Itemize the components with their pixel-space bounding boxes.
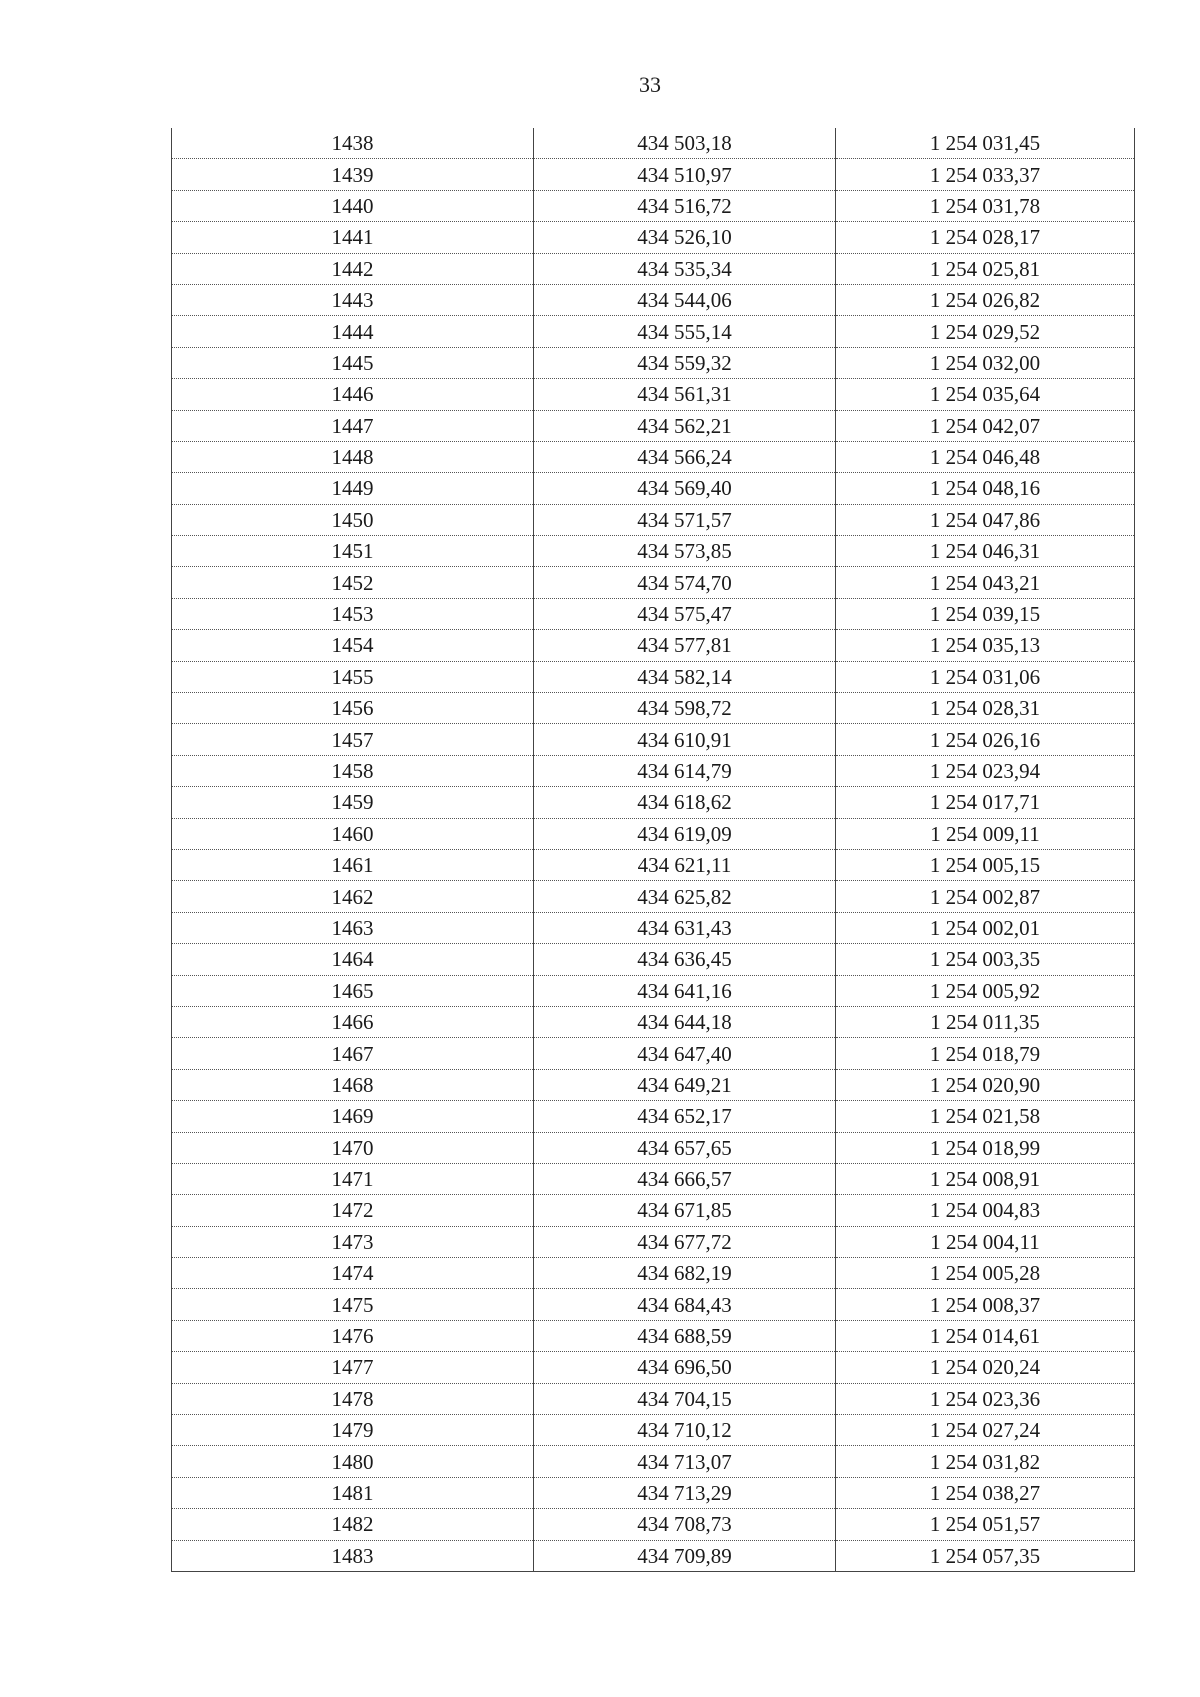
y-coordinate-cell: 1 254 026,82	[836, 284, 1135, 315]
x-coordinate-cell: 434 503,18	[534, 128, 836, 159]
y-coordinate-cell: 1 254 018,79	[836, 1038, 1135, 1069]
point-number-cell: 1473	[172, 1226, 534, 1257]
x-coordinate-cell: 434 688,59	[534, 1320, 836, 1351]
table-row	[172, 222, 1135, 253]
point-number-cell: 1474	[172, 1258, 534, 1289]
table-row	[172, 630, 1135, 661]
y-coordinate-cell: 1 254 026,16	[836, 724, 1135, 755]
x-coordinate-cell: 434 566,24	[534, 441, 836, 472]
table-row	[172, 567, 1135, 598]
point-number-cell: 1442	[172, 253, 534, 284]
y-coordinate-cell: 1 254 004,83	[836, 1195, 1135, 1226]
table-row	[172, 787, 1135, 818]
y-coordinate-cell: 1 254 046,48	[836, 441, 1135, 472]
y-coordinate-cell: 1 254 023,36	[836, 1383, 1135, 1414]
table-row	[172, 1163, 1135, 1194]
point-number-cell: 1439	[172, 159, 534, 190]
y-coordinate-cell: 1 254 005,92	[836, 975, 1135, 1006]
x-coordinate-cell: 434 610,91	[534, 724, 836, 755]
y-coordinate-cell: 1 254 031,82	[836, 1446, 1135, 1477]
point-number-cell: 1438	[172, 128, 534, 159]
y-coordinate-cell: 1 254 004,11	[836, 1226, 1135, 1257]
point-number-cell: 1472	[172, 1195, 534, 1226]
x-coordinate-cell: 434 621,11	[534, 849, 836, 880]
x-coordinate-cell: 434 562,21	[534, 410, 836, 441]
page-number: 33	[639, 72, 661, 97]
y-coordinate-cell: 1 254 057,35	[836, 1540, 1135, 1571]
table-row	[172, 1477, 1135, 1508]
point-number-cell: 1453	[172, 598, 534, 629]
point-number-cell: 1475	[172, 1289, 534, 1320]
x-coordinate-cell: 434 535,34	[534, 253, 836, 284]
table-row	[172, 1006, 1135, 1037]
x-coordinate-cell: 434 657,65	[534, 1132, 836, 1163]
point-number-cell: 1446	[172, 379, 534, 410]
y-coordinate-cell: 1 254 003,35	[836, 944, 1135, 975]
y-coordinate-cell: 1 254 027,24	[836, 1415, 1135, 1446]
point-number-cell: 1441	[172, 222, 534, 253]
point-number-cell: 1481	[172, 1477, 534, 1508]
table-row	[172, 1069, 1135, 1100]
y-coordinate-cell: 1 254 029,52	[836, 316, 1135, 347]
table-row	[172, 316, 1135, 347]
x-coordinate-cell: 434 516,72	[534, 190, 836, 221]
y-coordinate-cell: 1 254 009,11	[836, 818, 1135, 849]
point-number-cell: 1447	[172, 410, 534, 441]
point-number-cell: 1440	[172, 190, 534, 221]
point-number-cell: 1458	[172, 755, 534, 786]
y-coordinate-cell: 1 254 002,87	[836, 881, 1135, 912]
y-coordinate-cell: 1 254 048,16	[836, 473, 1135, 504]
x-coordinate-cell: 434 649,21	[534, 1069, 836, 1100]
x-coordinate-cell: 434 709,89	[534, 1540, 836, 1571]
y-coordinate-cell: 1 254 005,15	[836, 849, 1135, 880]
y-coordinate-cell: 1 254 028,31	[836, 693, 1135, 724]
table-row	[172, 1132, 1135, 1163]
x-coordinate-cell: 434 708,73	[534, 1509, 836, 1540]
table-row	[172, 410, 1135, 441]
table-row	[172, 755, 1135, 786]
x-coordinate-cell: 434 682,19	[534, 1258, 836, 1289]
y-coordinate-cell: 1 254 018,99	[836, 1132, 1135, 1163]
point-number-cell: 1471	[172, 1163, 534, 1194]
x-coordinate-cell: 434 574,70	[534, 567, 836, 598]
y-coordinate-cell: 1 254 032,00	[836, 347, 1135, 378]
y-coordinate-cell: 1 254 031,78	[836, 190, 1135, 221]
table-row	[172, 1289, 1135, 1320]
point-number-cell: 1466	[172, 1006, 534, 1037]
x-coordinate-cell: 434 575,47	[534, 598, 836, 629]
x-coordinate-cell: 434 666,57	[534, 1163, 836, 1194]
x-coordinate-cell: 434 555,14	[534, 316, 836, 347]
point-number-cell: 1448	[172, 441, 534, 472]
table-row	[172, 881, 1135, 912]
x-coordinate-cell: 434 631,43	[534, 912, 836, 943]
x-coordinate-cell: 434 571,57	[534, 504, 836, 535]
point-number-cell: 1463	[172, 912, 534, 943]
table-row	[172, 661, 1135, 692]
x-coordinate-cell: 434 671,85	[534, 1195, 836, 1226]
x-coordinate-cell: 434 577,81	[534, 630, 836, 661]
x-coordinate-cell: 434 684,43	[534, 1289, 836, 1320]
point-number-cell: 1454	[172, 630, 534, 661]
y-coordinate-cell: 1 254 039,15	[836, 598, 1135, 629]
x-coordinate-cell: 434 713,07	[534, 1446, 836, 1477]
table-row	[172, 1415, 1135, 1446]
point-number-cell: 1467	[172, 1038, 534, 1069]
y-coordinate-cell: 1 254 023,94	[836, 755, 1135, 786]
table-row	[172, 190, 1135, 221]
table-row	[172, 347, 1135, 378]
x-coordinate-cell: 434 618,62	[534, 787, 836, 818]
table-row	[172, 1540, 1135, 1571]
y-coordinate-cell: 1 254 042,07	[836, 410, 1135, 441]
point-number-cell: 1452	[172, 567, 534, 598]
point-number-cell: 1456	[172, 693, 534, 724]
table-row	[172, 849, 1135, 880]
y-coordinate-cell: 1 254 011,35	[836, 1006, 1135, 1037]
point-number-cell: 1468	[172, 1069, 534, 1100]
y-coordinate-cell: 1 254 038,27	[836, 1477, 1135, 1508]
x-coordinate-cell: 434 704,15	[534, 1383, 836, 1414]
y-coordinate-cell: 1 254 021,58	[836, 1101, 1135, 1132]
point-number-cell: 1455	[172, 661, 534, 692]
x-coordinate-cell: 434 510,97	[534, 159, 836, 190]
table-row	[172, 818, 1135, 849]
y-coordinate-cell: 1 254 033,37	[836, 159, 1135, 190]
point-number-cell: 1478	[172, 1383, 534, 1414]
point-number-cell: 1443	[172, 284, 534, 315]
table-row	[172, 1509, 1135, 1540]
point-number-cell: 1445	[172, 347, 534, 378]
table-row	[172, 379, 1135, 410]
y-coordinate-cell: 1 254 031,45	[836, 128, 1135, 159]
point-number-cell: 1477	[172, 1352, 534, 1383]
x-coordinate-cell: 434 636,45	[534, 944, 836, 975]
y-coordinate-cell: 1 254 014,61	[836, 1320, 1135, 1351]
table-row	[172, 693, 1135, 724]
y-coordinate-cell: 1 254 020,24	[836, 1352, 1135, 1383]
point-number-cell: 1462	[172, 881, 534, 912]
table-row	[172, 944, 1135, 975]
table-row	[172, 441, 1135, 472]
x-coordinate-cell: 434 569,40	[534, 473, 836, 504]
y-coordinate-cell: 1 254 031,06	[836, 661, 1135, 692]
x-coordinate-cell: 434 561,31	[534, 379, 836, 410]
point-number-cell: 1444	[172, 316, 534, 347]
table-row	[172, 128, 1135, 159]
table-row	[172, 1195, 1135, 1226]
y-coordinate-cell: 1 254 005,28	[836, 1258, 1135, 1289]
x-coordinate-cell: 434 647,40	[534, 1038, 836, 1069]
x-coordinate-cell: 434 619,09	[534, 818, 836, 849]
x-coordinate-cell: 434 641,16	[534, 975, 836, 1006]
point-number-cell: 1449	[172, 473, 534, 504]
point-number-cell: 1480	[172, 1446, 534, 1477]
x-coordinate-cell: 434 677,72	[534, 1226, 836, 1257]
x-coordinate-cell: 434 573,85	[534, 536, 836, 567]
y-coordinate-cell: 1 254 025,81	[836, 253, 1135, 284]
table-row	[172, 1320, 1135, 1351]
point-number-cell: 1465	[172, 975, 534, 1006]
table-row	[172, 284, 1135, 315]
point-number-cell: 1476	[172, 1320, 534, 1351]
x-coordinate-cell: 434 544,06	[534, 284, 836, 315]
table-row	[172, 536, 1135, 567]
x-coordinate-cell: 434 559,32	[534, 347, 836, 378]
table-row	[172, 724, 1135, 755]
y-coordinate-cell: 1 254 008,91	[836, 1163, 1135, 1194]
table-row	[172, 159, 1135, 190]
y-coordinate-cell: 1 254 028,17	[836, 222, 1135, 253]
y-coordinate-cell: 1 254 002,01	[836, 912, 1135, 943]
y-coordinate-cell: 1 254 043,21	[836, 567, 1135, 598]
x-coordinate-cell: 434 582,14	[534, 661, 836, 692]
table-row	[172, 1101, 1135, 1132]
point-number-cell: 1457	[172, 724, 534, 755]
y-coordinate-cell: 1 254 051,57	[836, 1509, 1135, 1540]
table-row	[172, 912, 1135, 943]
point-number-cell: 1460	[172, 818, 534, 849]
point-number-cell: 1469	[172, 1101, 534, 1132]
table-row	[172, 1446, 1135, 1477]
point-number-cell: 1459	[172, 787, 534, 818]
x-coordinate-cell: 434 713,29	[534, 1477, 836, 1508]
x-coordinate-cell: 434 644,18	[534, 1006, 836, 1037]
x-coordinate-cell: 434 652,17	[534, 1101, 836, 1132]
table-row	[172, 1226, 1135, 1257]
y-coordinate-cell: 1 254 046,31	[836, 536, 1135, 567]
x-coordinate-cell: 434 696,50	[534, 1352, 836, 1383]
y-coordinate-cell: 1 254 035,64	[836, 379, 1135, 410]
x-coordinate-cell: 434 614,79	[534, 755, 836, 786]
y-coordinate-cell: 1 254 047,86	[836, 504, 1135, 535]
table-row	[172, 473, 1135, 504]
point-number-cell: 1450	[172, 504, 534, 535]
point-number-cell: 1464	[172, 944, 534, 975]
table-row	[172, 1352, 1135, 1383]
y-coordinate-cell: 1 254 020,90	[836, 1069, 1135, 1100]
point-number-cell: 1461	[172, 849, 534, 880]
x-coordinate-cell: 434 598,72	[534, 693, 836, 724]
point-number-cell: 1483	[172, 1540, 534, 1571]
coordinates-table	[171, 128, 1135, 1572]
point-number-cell: 1482	[172, 1509, 534, 1540]
point-number-cell: 1470	[172, 1132, 534, 1163]
table-row	[172, 1258, 1135, 1289]
table-row	[172, 598, 1135, 629]
y-coordinate-cell: 1 254 008,37	[836, 1289, 1135, 1320]
table-row	[172, 253, 1135, 284]
x-coordinate-cell: 434 526,10	[534, 222, 836, 253]
x-coordinate-cell: 434 625,82	[534, 881, 836, 912]
point-number-cell: 1479	[172, 1415, 534, 1446]
x-coordinate-cell: 434 710,12	[534, 1415, 836, 1446]
table-row	[172, 975, 1135, 1006]
table-body	[172, 128, 1135, 1571]
point-number-cell: 1451	[172, 536, 534, 567]
table-row	[172, 1038, 1135, 1069]
table-row	[172, 504, 1135, 535]
y-coordinate-cell: 1 254 035,13	[836, 630, 1135, 661]
y-coordinate-cell: 1 254 017,71	[836, 787, 1135, 818]
table-row	[172, 1383, 1135, 1414]
